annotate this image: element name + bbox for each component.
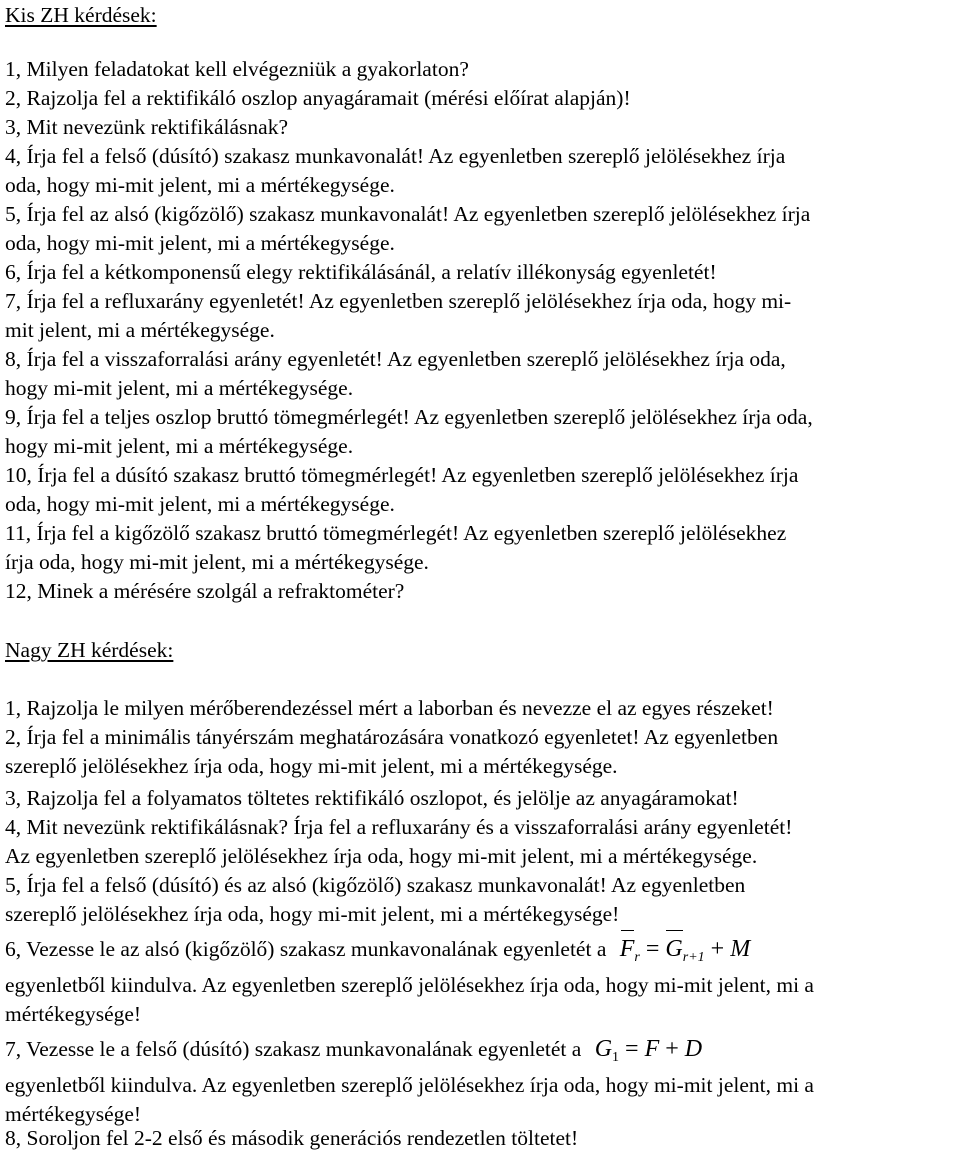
nagy-line-6: Az egyenletben szereplő jelölésekhez írja oda, hogy mi-mit jelent, mi a mértékegysége. [5,844,758,868]
q6-formula-G: G [665,936,683,962]
kis-line-17: 11, Írja fel a kigőzölő szakasz bruttó tömegmérlegét! Az egyenletben szereplő jelölésekhez [5,521,787,545]
nagy-line-4: 3, Rajzolja fel a folyamatos töltetes rektifikáló oszlopot, és jelölje az anyagáramokat! [5,786,739,810]
q7-formula [594,1036,703,1065]
nagy-q6-cont-2: mértékegysége! [5,1002,142,1026]
nagy-line-8: szereplő jelölésekhez írja oda, hogy mi-mit jelent, mi a mértékegysége! [5,902,620,926]
q7-formula-plus: + [665,1036,679,1062]
nagy-line-5: 4, Mit nevezünk rektifikálásnak? Írja fel a refluxarány és a visszaforralási arány egyenletét! [5,815,793,839]
kis-line-13: 9, Írja fel a teljes oszlop bruttó tömegmérlegét! Az egyenletben szereplő jelölésekhez írja oda, [5,405,813,429]
nagy-q6-cont-1: egyenletből kiindulva. Az egyenletben szereplő jelölésekhez írja oda, hogy mi-mit jelent, mi a [5,973,814,997]
nagy-line-2: 2, Írja fel a minimális tányérszám meghatározására vonatkozó egyenletet! Az egyenletben [5,725,779,749]
nagy-q6-line [5,936,960,971]
kis-line-7: oda, hogy mi-mit jelent, mi a mértékegysége. [5,231,395,255]
q6-formula-M: M [730,936,751,962]
nagy-line-3: szereplő jelölésekhez írja oda, hogy mi-mit jelent, mi a mértékegysége. [5,754,618,778]
kis-line-10: mit jelent, mi a mértékegysége. [5,318,275,342]
q7-formula-D: D [684,1036,703,1062]
q6-formula-G-sub: r+1 [682,950,705,965]
nagy-q6-text: 6, Vezesse le az alsó (kigőzölő) szakasz munkavonalának egyenletét a [5,937,607,961]
kis-line-5: oda, hogy mi-mit jelent, mi a mértékegysége. [5,173,395,197]
kis-zh-heading: Kis ZH kérdések: [5,3,157,27]
q7-formula-F: F [644,1036,660,1062]
kis-line-9: 7, Írja fel a refluxarány egyenletét! Az egyenletben szereplő jelölésekhez írja oda, hogy mi- [5,289,792,313]
q6-formula [619,936,751,965]
nagy-q7-text: 7, Vezesse le a felső (dúsító) szakasz munkavonalának egyenletét a [5,1037,582,1061]
q6-formula-F-sub: r [634,950,640,965]
kis-line-12: hogy mi-mit jelent, mi a mértékegysége. [5,376,354,400]
kis-line-4: 4, Írja fel a felső (dúsító) szakasz munkavonalát! Az egyenletben szereplő jelölésekhez írja [5,144,786,168]
kis-line-8: 6, Írja fel a kétkomponensű elegy rektifikálásánál, a relatív illékonyság egyenletét! [5,260,717,284]
kis-line-14: hogy mi-mit jelent, mi a mértékegysége. [5,434,354,458]
nagy-q7-line [5,1036,960,1071]
kis-line-3: 3, Mit nevezünk rektifikálásnak? [5,115,288,139]
kis-line-11: 8, Írja fel a visszaforralási arány egyenletét! Az egyenletben szereplő jelölésekhez írja oda, [5,347,786,371]
nagy-line-7: 5, Írja fel a felső (dúsító) és az alsó (kigőzölő) szakasz munkavonalát! Az egyenletben [5,873,746,897]
kis-line-15: 10, Írja fel a dúsító szakasz bruttó tömegmérlegét! Az egyenletben szereplő jelölésekhez írja [5,463,799,487]
nagy-q8-line: 8, Soroljon fel 2-2 első és második generációs rendezetlen töltetet! [5,1126,579,1150]
kis-line-1: 1, Milyen feladatokat kell elvégezniük a gyakorlaton? [5,57,469,81]
q7-formula-eq: = [625,1036,639,1062]
kis-line-6: 5, Írja fel az alsó (kigőzölő) szakasz munkavonalát! Az egyenletben szereplő jelölésekhez írja [5,202,811,226]
nagy-line-1: 1, Rajzolja le milyen mérőberendezéssel mért a laborban és nevezze el az egyes részeket! [5,696,774,720]
q6-formula-plus: + [710,936,725,962]
nagy-q7-cont-2: mértékegysége! [5,1102,142,1126]
kis-line-18: írja oda, hogy mi-mit jelent, mi a mértékegysége. [5,550,429,574]
q7-formula-G-sub: 1 [612,1050,620,1065]
q7-formula-G: G [594,1036,613,1062]
kis-line-16: oda, hogy mi-mit jelent, mi a mértékegysége. [5,492,395,516]
nagy-zh-heading: Nagy ZH kérdések: [5,638,174,662]
nagy-q7-cont-1: egyenletből kiindulva. Az egyenletben szereplő jelölésekhez írja oda, hogy mi-mit jelent, mi a [5,1073,814,1097]
q6-formula-F: F [619,936,635,962]
kis-line-2: 2, Rajzolja fel a rektifikáló oszlop anyagáramait (mérési előírat alapján)! [5,86,631,110]
q6-formula-eq: = [645,936,660,962]
kis-line-19: 12, Minek a mérésére szolgál a refraktométer? [5,579,405,603]
